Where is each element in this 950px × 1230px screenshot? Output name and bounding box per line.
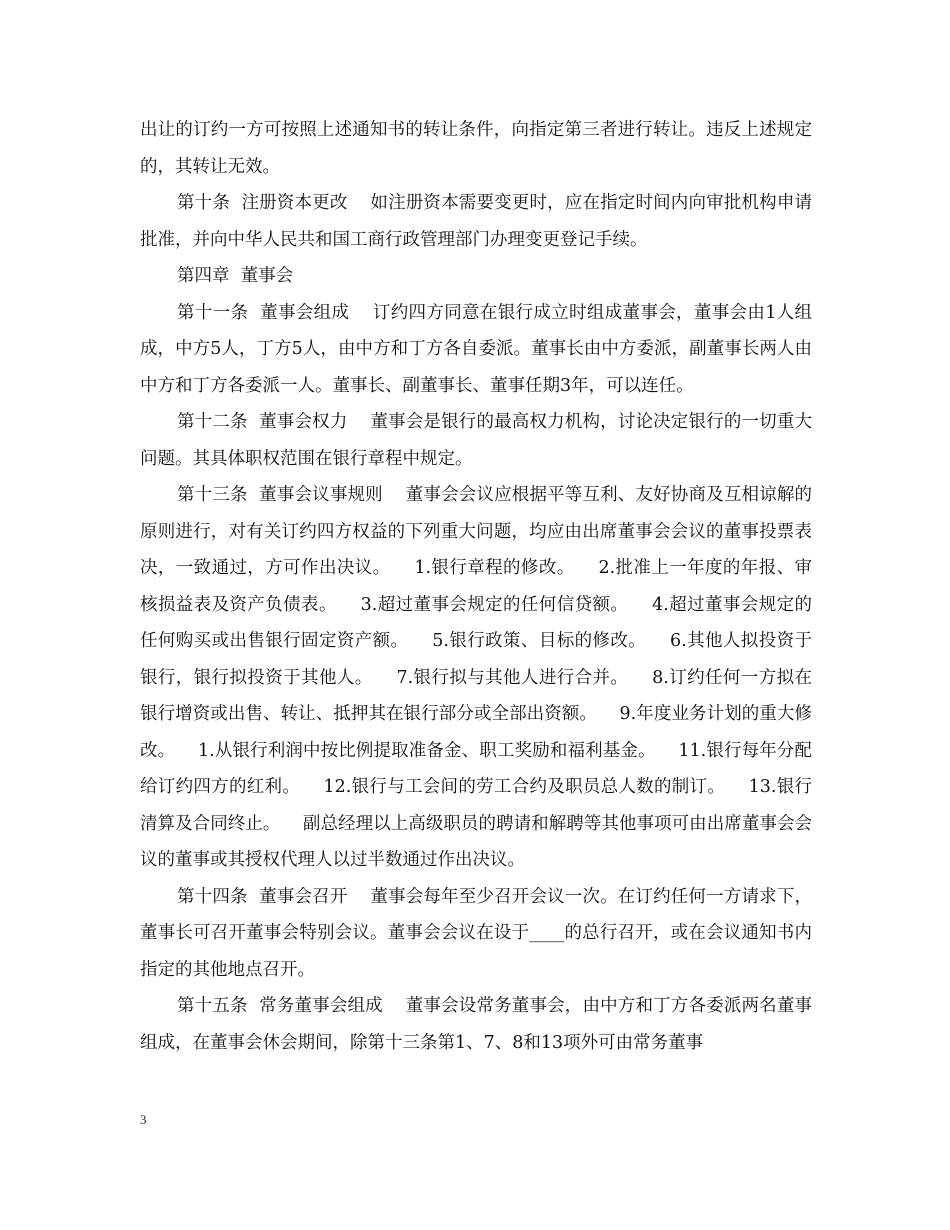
- document-body: [140, 112, 812, 1061]
- paragraph-article-12: 第十二条 董事会权力 董事会是银行的最高权力机构，讨论决定银行的一切重大问题。其具体职权范围在银行章程中规定。: [140, 412, 812, 469]
- paragraph-article-15: 第十五条 常务董事会组成 董事会设常务董事会，由中方和丁方各委派两名董事组成，在董事会休会期间，除第十三条第1、7、8和13项外可由常务董事: [140, 996, 812, 1053]
- paragraph-article-10: 第十条 注册资本更改 如注册资本需要变更时，应在指定时间内向审批机构申请批准，并向中华人民共和国工商行政管理部门办理变更登记手续。: [140, 193, 812, 250]
- paragraph-article-11: 第十一条 董事会组成 订约四方同意在银行成立时组成董事会，董事会由1人组成，中方5人，丁方5人，由中方和丁方各自委派。董事长由中方委派，副董事长两人由中方和丁方各委派一人。董事长、副董事长、董事任期3年，可以连任。: [140, 302, 812, 396]
- paragraph-transfer-continuation: 出让的订约一方可按照上述通知书的转让条件，向指定第三者进行转让。违反上述规定的，其转让无效。: [140, 120, 812, 177]
- paragraph-article-13: 第十三条 董事会议事规则 董事会会议应根据平等互利、友好协商及互相谅解的原则进行，对有关订约四方权益的下列重大问题，均应由出席董事会会议的董事投票表决，一致通过，方可作出决议。 1.银行章程的修改。 2.批准上一年度的年报、审核损益表及资产负债表。 3.超过董事会规定的任何信贷额。 4.超过董事会规定的任何购买或出售银行固定资产额。 5.银行政策、目标的修改。 6.其他人拟投资于银行，银行拟投资于其他人。 7.银行拟与其他人进行合并。 8.订约任何一方拟在银行增资或出售、转让、抵押其在银行部分或全部出资额。 9.年度业务计划的重大修改。 1.从银行利润中按比例提取准备金、职工奖励和福利基金。 11.银行每年分配给订约四方的红利。 12.银行与工会间的劳工合约及职员总人数的制订。 13.银行清算及合同终止。 副总经理以上高级职员的聘请和解聘等其他事项可由出席董事会会议的董事或其授权代理人以过半数通过作出决议。: [140, 485, 812, 870]
- paragraph-article-14: 第十四条 董事会召开 董事会每年至少召开会议一次。在订约任何一方请求下，董事长可召开董事会特别会议。董事会会议在设于____的总行召开，或在会议通知书内指定的其他地点召开。: [140, 886, 812, 980]
- page-number: 3: [140, 1112, 147, 1127]
- chapter-4-heading: 第四章 董事会: [177, 266, 294, 286]
